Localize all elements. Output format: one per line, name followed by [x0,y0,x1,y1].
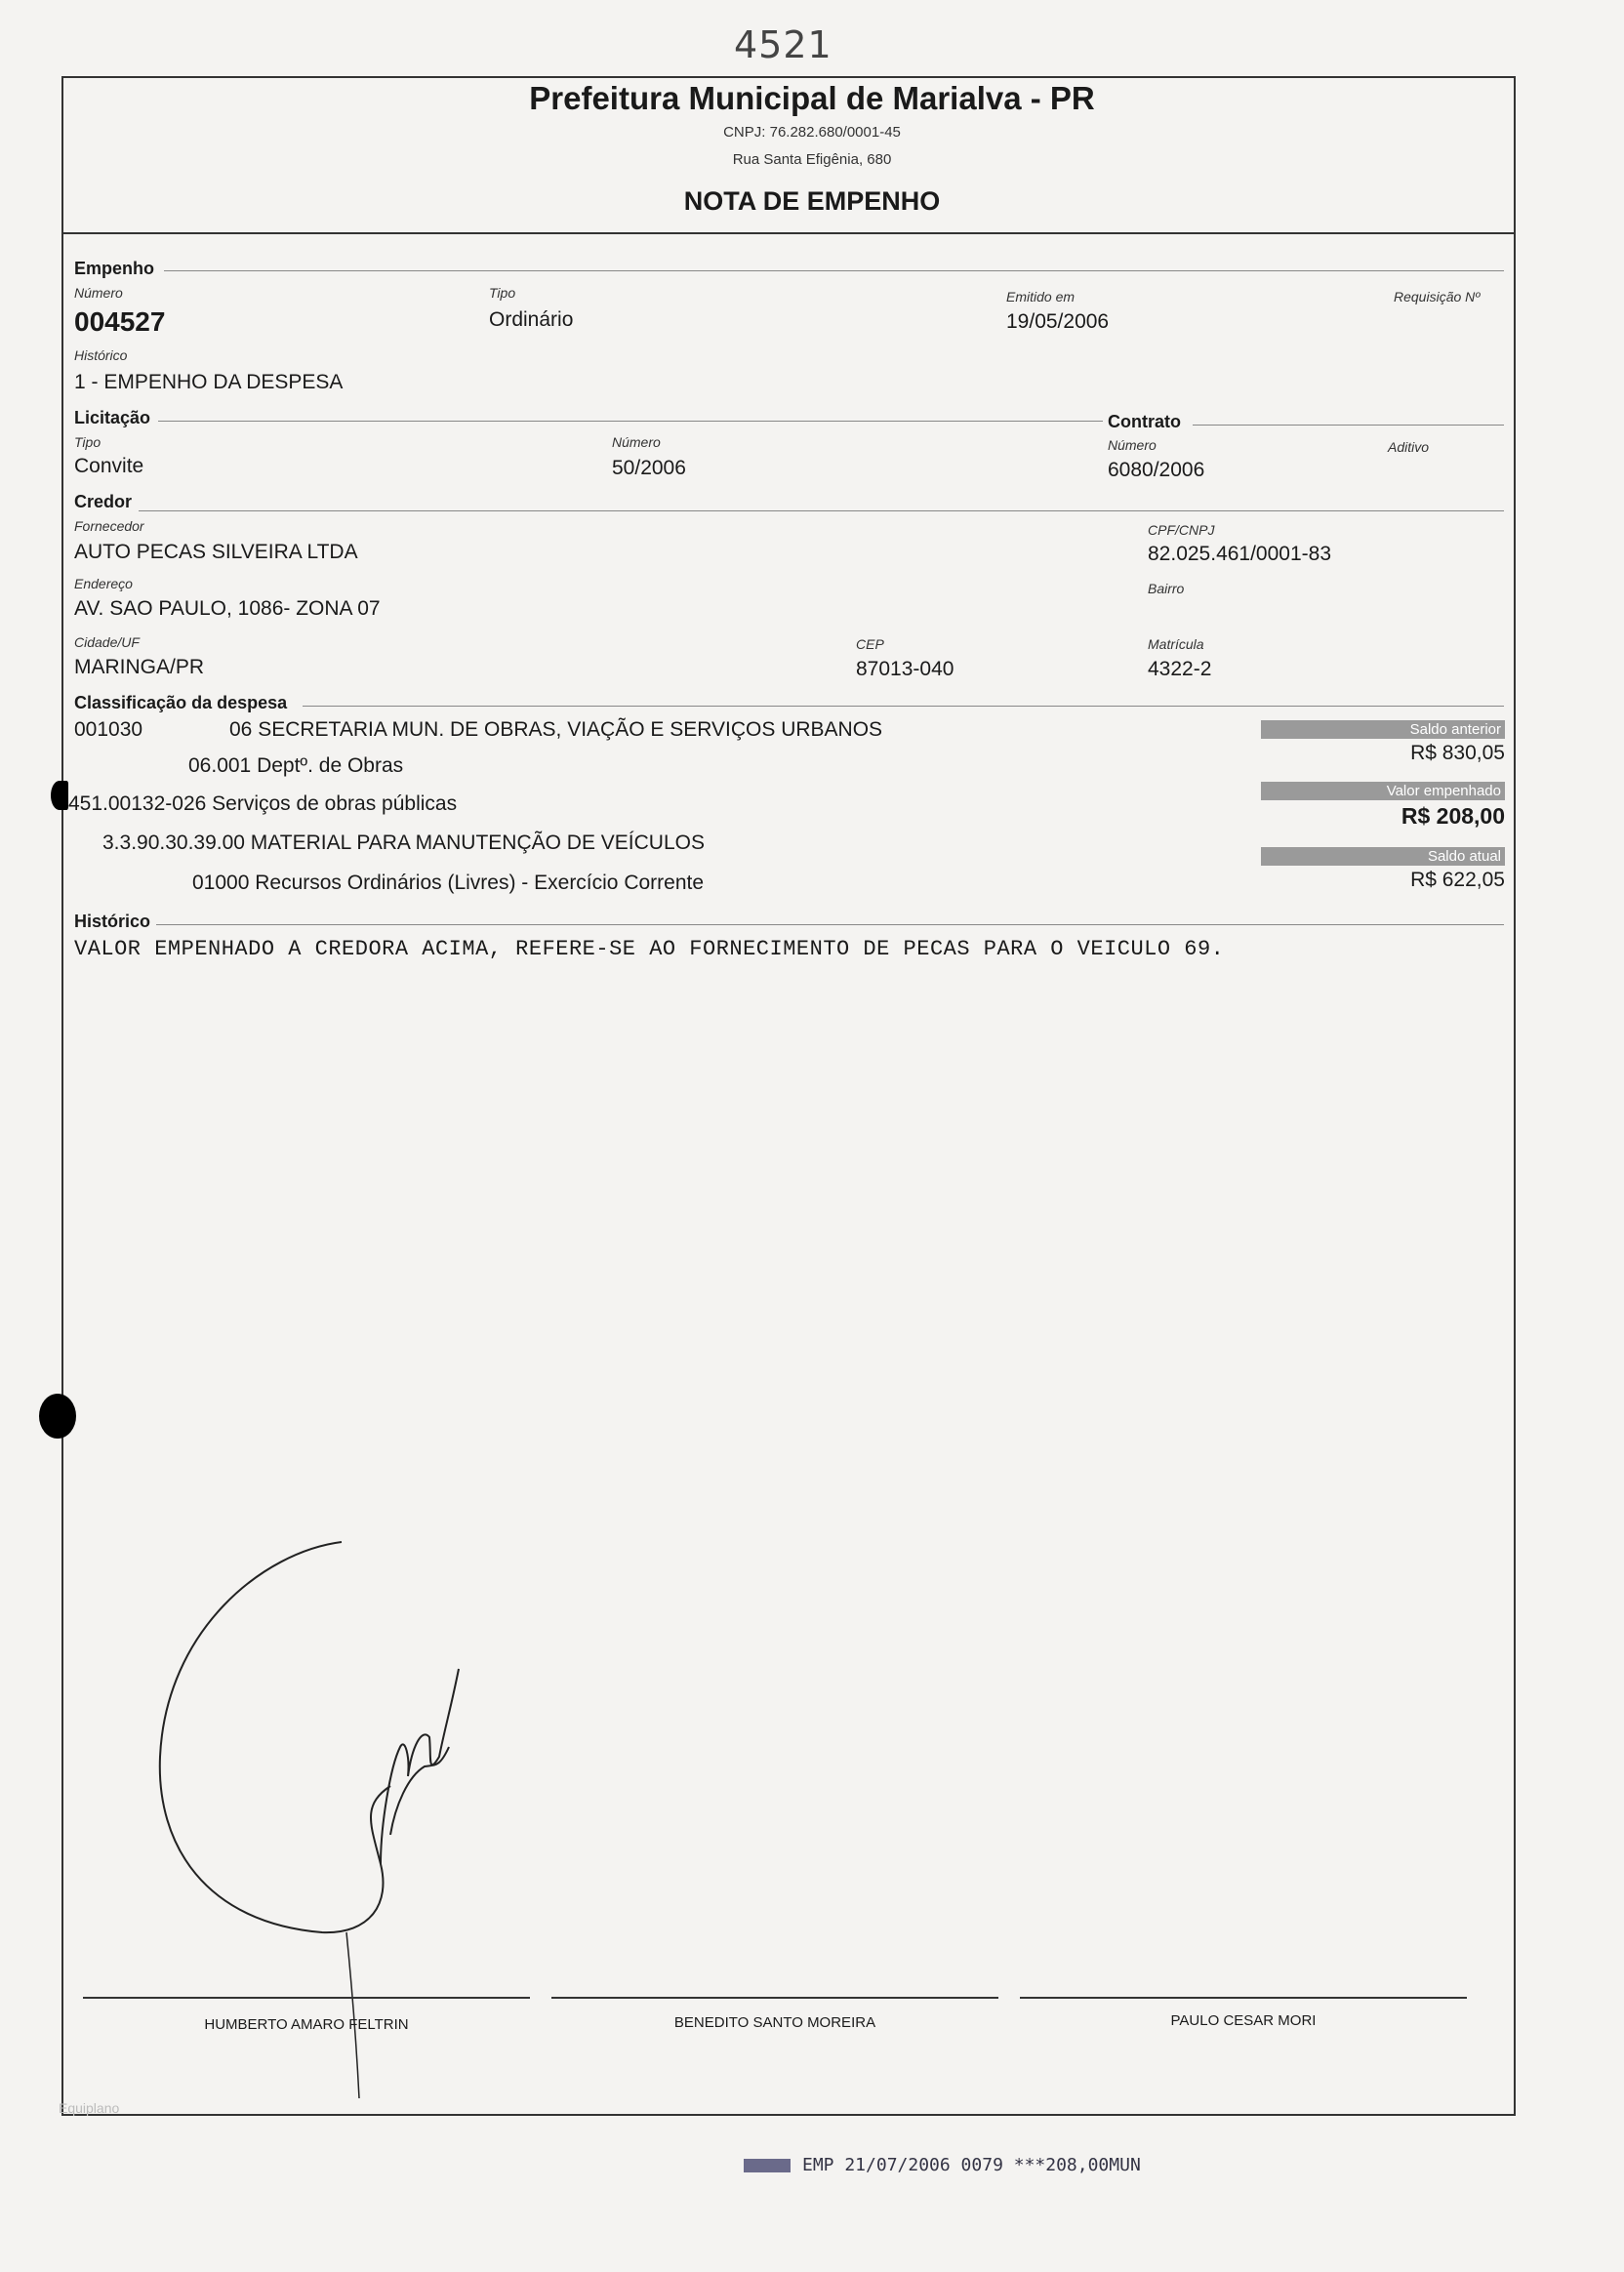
licitacao-tipo: Convite [74,455,144,477]
endereco-value: AV. SAO PAULO, 1086- ZONA 07 [74,597,381,620]
stamp-logo-icon [744,2159,791,2172]
cidade-value: MARINGA/PR [74,656,205,678]
bairro-label: Bairro [1148,581,1185,596]
historico-text: VALOR EMPENHADO A CREDORA ACIMA, REFERE-SE AO FORNECIMENTO DE PECAS PARA O VEICULO 69. [74,937,1225,961]
signature-line [551,1997,998,1999]
valor-empenhado-value: R$ 208,00 [1401,803,1505,829]
section-contrato: Contrato [1108,412,1181,431]
saldo-anterior-label: Saldo anterior [1261,720,1505,739]
section-classificacao: Classificação da despesa [74,693,288,712]
class-secretaria: 06 SECRETARIA MUN. DE OBRAS, VIAÇÃO E SERVIÇOS URBANOS [229,718,883,741]
contrato-numero-label: Número [1108,437,1157,453]
class-elemento: 3.3.90.30.39.00 MATERIAL PARA MANUTENÇÃO DE VEÍCULOS [102,832,705,854]
signature-line [83,1997,530,1999]
signatory-name: HUMBERTO AMARO FELTRIN [204,2016,409,2033]
fornecedor-label: Fornecedor [74,518,144,534]
section-credor: Credor [74,492,133,511]
cep-label: CEP [856,636,884,652]
footer-brand: Equiplano [59,2100,120,2116]
saldo-atual-label: Saldo atual [1261,847,1505,866]
licitacao-tipo-label: Tipo [74,434,102,450]
cep-value: 87013-040 [856,658,954,680]
emitido-date: 19/05/2006 [1006,310,1110,333]
endereco-label: Endereço [74,576,133,591]
empenho-tipo-label: Tipo [489,285,516,301]
requisicao-label: Requisição Nº [1394,289,1481,304]
punch-hole [39,1394,76,1439]
empenho-numero-label: Número [74,285,123,301]
signature-line [1020,1997,1467,1999]
fornecedor-name: AUTO PECAS SILVEIRA LTDA [74,541,358,563]
licitacao-numero-label: Número [612,434,661,450]
contrato-numero: 6080/2006 [1108,459,1205,481]
cpf-label: CPF/CNPJ [1148,522,1215,538]
municipality-title: Prefeitura Municipal de Marialva - PR [529,80,1095,116]
section-historico: Histórico [74,912,151,931]
bottom-stamp [744,2155,1141,2175]
section-empenho: Empenho [74,259,155,278]
section-rule [164,270,1504,271]
section-rule [156,924,1504,925]
address-line: Rua Santa Efigênia, 680 [732,151,892,168]
signatory-name: BENEDITO SANTO MOREIRA [673,2014,876,2031]
empenho-historico-label: Histórico [74,347,128,363]
section-rule [1193,425,1504,426]
class-recurso: 01000 Recursos Ordinários (Livres) - Exercício Corrente [192,872,705,894]
section-rule [303,706,1504,707]
punch-hole-mark [51,781,68,810]
valor-empenhado-label: Valor empenhado [1261,782,1505,800]
class-funcional: 451.00132-026 Serviços de obras públicas [68,792,458,815]
class-code: 001030 [74,718,143,741]
section-licitacao: Licitação [74,408,151,427]
empenho-tipo: Ordinário [489,308,574,331]
matricula-label: Matrícula [1148,636,1204,652]
handwritten-page-number: 4521 [734,23,832,66]
saldo-anterior-value: R$ 830,05 [1410,742,1505,764]
empenho-historico: 1 - EMPENHO DA DESPESA [74,371,344,393]
saldo-atual-value: R$ 622,05 [1410,869,1505,891]
cidade-label: Cidade/UF [74,634,140,650]
signatory-name: PAULO CESAR MORI [1170,2012,1317,2029]
stamp-text: EMP 21/07/2006 0079 ***208,00MUN [802,2155,1141,2175]
section-rule [139,510,1504,511]
class-departamento: 06.001 Deptº. de Obras [188,754,404,777]
document-title: NOTA DE EMPENHO [683,186,941,216]
licitacao-numero: 50/2006 [612,457,686,479]
contrato-aditivo-label: Aditivo [1388,439,1430,455]
emitido-label: Emitido em [1006,289,1076,304]
empenho-numero: 004527 [74,306,166,337]
header-divider [61,232,1516,234]
cpf-value: 82.025.461/0001-83 [1148,543,1332,565]
cnpj-line: CNPJ: 76.282.680/0001-45 [723,124,901,141]
section-rule [158,421,1103,422]
matricula-value: 4322-2 [1148,658,1212,680]
